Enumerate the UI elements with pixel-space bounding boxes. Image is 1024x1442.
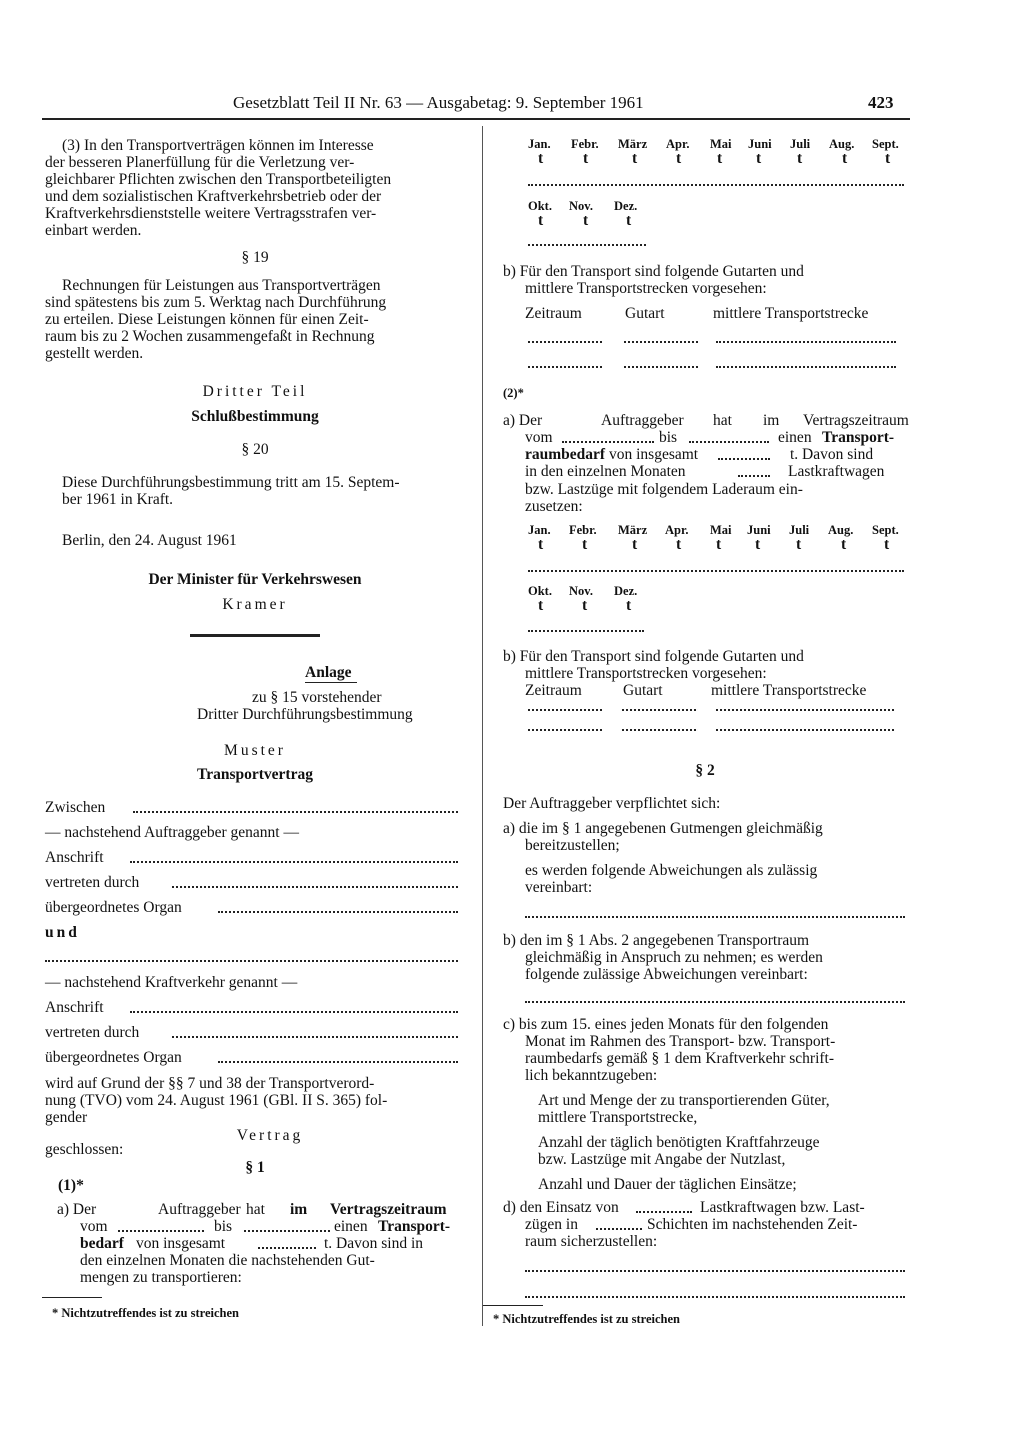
sec2d-lkw-field[interactable] [636, 1211, 692, 1213]
vertrag-heading: Vertrag [236, 1127, 304, 1144]
zeitraum-field[interactable] [528, 729, 602, 731]
footnote: * Nichtzutreffendes ist zu streichen [493, 1312, 681, 1326]
a2-insgesamt-field[interactable] [718, 458, 770, 460]
a2-word: im [763, 412, 780, 429]
auftraggeber-note: — nachstehend Auftraggeber genannt — [45, 824, 299, 841]
a2-einen: einen [778, 429, 812, 446]
sec2c-line: lich bekanntzugeben: [525, 1067, 658, 1084]
unit-t: t [676, 150, 682, 167]
zeitraum-field[interactable] [528, 366, 602, 368]
zwischen-field[interactable] [133, 811, 458, 813]
anlage-underline [305, 682, 357, 683]
sec20-line: Diese Durchführungsbestimmung tritt am 15. Septem- [62, 474, 400, 491]
unit-t: t [583, 150, 589, 167]
month-label: Jan. [528, 523, 551, 537]
sec2b-line: folgende zulässige Abweichungen vereinbart: [525, 966, 808, 983]
month-label: Dez. [614, 584, 638, 598]
sec2c1-line: Art und Menge der zu transportierenden Güter, [538, 1092, 830, 1109]
header-rule [42, 118, 910, 120]
a2-lkw: Lastkraftwagen [788, 463, 885, 480]
gutart-field[interactable] [622, 729, 696, 731]
sec2a2-line: vereinbart: [525, 879, 593, 896]
month-label: Nov. [569, 199, 593, 213]
month-label: Jan. [528, 137, 551, 151]
b2-line: b) Für den Transport sind folgende Gutarten und [503, 648, 804, 665]
sec2-heading: § 2 [695, 762, 715, 779]
a2-monaten: in den einzelnen Monaten [525, 463, 686, 480]
month-label: Apr. [666, 137, 690, 151]
month-label: Juli [789, 523, 810, 537]
anschrift2-label: Anschrift [45, 999, 104, 1016]
a2-line6: zusetzen: [525, 498, 583, 515]
a2-line5: bzw. Lastzüge mit folgendem Laderaum ein- [525, 481, 803, 498]
a2-vom-field[interactable] [562, 441, 654, 443]
col-header: Gutart [623, 682, 663, 699]
sec2a2-line: es werden folgende Abweichungen als zulässig [525, 862, 818, 879]
unit-t: t [884, 536, 890, 553]
unit-t: t [756, 150, 762, 167]
sec2c-line: c) bis zum 15. eines jeden Monats für den folgenden [503, 1016, 829, 1033]
column-divider [482, 126, 483, 1326]
sec2a-abweichungen-field[interactable] [525, 916, 905, 918]
sec2a-line: a) die im § 1 angegebenen Gutmengen gleichmäßig [503, 820, 823, 837]
organ-field[interactable] [218, 911, 458, 913]
sec2d-schichten: Schichten im nachstehenden Zeit- [647, 1216, 858, 1233]
col-header: Zeitraum [525, 305, 582, 322]
footnote-rule [483, 1305, 543, 1306]
und-label: und [45, 924, 80, 941]
unit-t: t [755, 536, 761, 553]
gutart-field[interactable] [622, 709, 696, 711]
month-label: Juni [748, 137, 772, 151]
unit-t: t [796, 536, 802, 553]
sec19-line: gestellt werden. [45, 345, 144, 362]
month-label: Aug. [829, 137, 855, 151]
strecke-field[interactable] [716, 366, 896, 368]
unit-t: t [538, 536, 544, 553]
sec19-heading: § 19 [241, 249, 269, 266]
month-label: Mai [710, 137, 732, 151]
sec2c-line: raumbedarfs gemäß § 1 dem Kraftverkehr schrift- [525, 1050, 835, 1067]
sec1a-word: im [290, 1201, 308, 1218]
part3-heading: Dritter Teil [202, 383, 308, 400]
unit-t: t [716, 536, 722, 553]
page-number: 423 [868, 93, 894, 112]
sec2c-line: Monat im Rahmen des Transport- bzw. Transport- [525, 1033, 836, 1050]
unit-t: t [582, 536, 588, 553]
muster-heading: Muster [224, 742, 286, 759]
unit-t: t [582, 597, 588, 614]
month-label: März [618, 523, 648, 537]
a2-vom: vom [525, 429, 553, 446]
sec20-heading: § 20 [241, 441, 269, 458]
minister-name: Kramer [222, 596, 288, 613]
anschrift-field[interactable] [130, 861, 458, 863]
month-label: Aug. [828, 523, 854, 537]
month-values-1b-field[interactable] [528, 244, 646, 246]
date-line: Berlin, den 24. August 1961 [62, 532, 237, 549]
minister-title: Der Minister für Verkehrswesen [148, 571, 362, 588]
sec1-number: (1)* [58, 1177, 84, 1194]
signature-rule [190, 634, 320, 637]
zwischen-label: Zwischen [45, 799, 106, 816]
part3-subheading: Schlußbestimmung [191, 408, 319, 425]
b1-line: mittlere Transportstrecken vorgesehen: [525, 280, 767, 297]
unit-t: t [841, 536, 847, 553]
col-header: Gutart [625, 305, 665, 322]
sec2c2-line: bzw. Lastzüge mit Angabe der Nutzlast, [538, 1151, 786, 1168]
sec19-line: sind spätestens bis zum 5. Werktag nach Durchführung [45, 294, 387, 311]
a2-transport: Transport- [822, 429, 895, 446]
unit-t: t [632, 150, 638, 167]
unit-t: t [842, 150, 848, 167]
month-label: Nov. [569, 584, 593, 598]
para3-line: Kraftverkehrsdienststelle weitere Vertragsstrafen ver- [45, 205, 377, 222]
anlage-sub: zu § 15 vorstehender [252, 689, 382, 706]
wird-line: wird auf Grund der §§ 7 und 38 der Transportverord- [45, 1075, 375, 1092]
month-label: Apr. [665, 523, 689, 537]
month-label: Sept. [872, 137, 899, 151]
sec1a-line4: den einzelnen Monaten die nachstehenden Gut- [80, 1252, 375, 1269]
sec1a-word: Auftraggeber [158, 1201, 241, 1218]
sec2b-abweichungen-field[interactable] [525, 1001, 905, 1003]
sec1a-vom-field[interactable] [118, 1230, 204, 1232]
sec1a-line5: mengen zu transportieren: [80, 1269, 242, 1286]
a2-raumbedarf: raumbedarf [525, 446, 606, 463]
sec2d-zeitraum-field[interactable] [525, 1296, 905, 1298]
sec1a-insgesamt-field[interactable] [258, 1247, 316, 1249]
b1-line: b) Für den Transport sind folgende Gutarten und [503, 263, 804, 280]
wird-line: gender [45, 1109, 88, 1126]
sec1a-bis: bis [214, 1218, 233, 1235]
sec19-line: zu erteilen. Diese Leistungen können für einen Zeit- [45, 311, 369, 328]
gutart-field[interactable] [624, 366, 698, 368]
sec2a-line: bereitzustellen; [525, 837, 620, 854]
sec2b-line: b) den im § 1 Abs. 2 angegebenen Transportraum [503, 932, 810, 949]
month-label: Juni [747, 523, 771, 537]
anschrift-label: Anschrift [45, 849, 104, 866]
transportvertrag-heading: Transportvertrag [197, 766, 313, 783]
month-values-1-field[interactable] [528, 184, 904, 186]
party2-field[interactable] [45, 960, 458, 962]
month-label: Febr. [569, 523, 597, 537]
organ2-field[interactable] [218, 1061, 458, 1063]
anschrift2-field[interactable] [130, 1011, 458, 1013]
vertreten2-label: vertreten durch [45, 1024, 140, 1041]
gutart-field[interactable] [624, 341, 698, 343]
a2-word: hat [713, 412, 732, 429]
running-header: Gesetzblatt Teil II Nr. 63 — Ausgabetag: 9. September 1961 [233, 93, 644, 112]
sec1a-word: a) Der [57, 1201, 97, 1218]
a2-word: Auftraggeber [601, 412, 684, 429]
sec1-num2: (2)* [503, 386, 524, 400]
sec1a-vom: vom [80, 1218, 108, 1235]
vertreten2-field[interactable] [172, 1036, 458, 1038]
organ2-label: übergeordnetes Organ [45, 1049, 182, 1066]
para3-line: (3) In den Transportverträgen können im Interesse [62, 137, 374, 154]
strecke-field[interactable] [716, 709, 894, 711]
zeitraum-field[interactable] [528, 709, 602, 711]
a2-lkw-count-field[interactable] [738, 475, 770, 477]
unit-t: t [885, 150, 891, 167]
col-header: Zeitraum [525, 682, 582, 699]
sec2d-einsatz: d) den Einsatz von [503, 1199, 619, 1216]
unit-t: t [538, 150, 544, 167]
sec1a-einen: einen [334, 1218, 368, 1235]
sec2b-line: gleichmäßig in Anspruch zu nehmen; es werden [525, 949, 823, 966]
sec2d-zuegen: zügen in [525, 1216, 578, 1233]
sec2d-line3: raum sicherzustellen: [525, 1233, 658, 1250]
month-label: Dez. [614, 199, 638, 213]
unit-t: t [676, 536, 682, 553]
month-label: Okt. [528, 584, 552, 598]
a2-word: Vertragszeitraum [803, 412, 909, 429]
col-header: mittlere Transportstrecke [713, 305, 869, 322]
sec19-line: Rechnungen für Leistungen aus Transportverträgen [62, 277, 381, 294]
sec1a-transport: Transport- [378, 1218, 451, 1235]
b2-line: mittlere Transportstrecken vorgesehen: [525, 665, 767, 682]
footnote: * Nichtzutreffendes ist zu streichen [52, 1306, 240, 1320]
para3-line: einbart werden. [45, 222, 142, 239]
sec2c3-line: Anzahl und Dauer der täglichen Einsätze; [538, 1176, 797, 1193]
anlage-sub: Dritter Durchführungsbestimmung [197, 706, 413, 723]
sec1a-word: hat [246, 1201, 265, 1218]
organ-label: übergeordnetes Organ [45, 899, 182, 916]
strecke-field[interactable] [716, 341, 896, 343]
sec1a-bis-field[interactable] [244, 1230, 330, 1232]
unit-t: t [583, 212, 589, 229]
footnote-rule [42, 1297, 102, 1298]
para3-line: gleichbarer Pflichten zwischen den Transportbeteiligten [45, 171, 392, 188]
a2-word: a) Der [503, 412, 543, 429]
kraftverkehr-note: — nachstehend Kraftverkehr genannt — [45, 974, 298, 991]
a2-bis-field[interactable] [689, 441, 769, 443]
sec2c2-line: Anzahl der täglich benötigten Kraftfahrzeuge [538, 1134, 820, 1151]
a2-insgesamt: von insgesamt [609, 446, 699, 463]
sec2c1-line: mittlere Transportstrecke, [538, 1109, 698, 1126]
month-label: Juli [790, 137, 811, 151]
month-label: März [618, 137, 648, 151]
sec1a-insgesamt: von insgesamt [136, 1235, 226, 1252]
unit-t: t [626, 597, 632, 614]
sec2d-lkw: Lastkraftwagen bzw. Last- [700, 1199, 865, 1216]
sec20-line: ber 1961 in Kraft. [62, 491, 174, 508]
month-label: Mai [710, 523, 732, 537]
month-values-2-field[interactable] [528, 570, 904, 572]
zeitraum-field[interactable] [528, 341, 602, 343]
sec1a-word: Vertragszeitraum [330, 1201, 447, 1218]
sec2-intro: Der Auftraggeber verpflichtet sich: [503, 795, 721, 812]
unit-t: t [626, 212, 632, 229]
sec2d-zeitraum-field[interactable] [525, 1270, 905, 1272]
strecke-field[interactable] [716, 729, 894, 731]
sec1a-davon: t. Davon sind in [324, 1235, 424, 1252]
unit-t: t [717, 150, 723, 167]
month-label: Febr. [571, 137, 599, 151]
unit-t: t [538, 212, 544, 229]
anlage-heading: Anlage [305, 664, 352, 681]
para3-line: der besseren Planerfüllung für die Verletzung ver- [45, 154, 355, 171]
sec19-line: raum bis zu 2 Wochen zusammengefaßt in Rechnung [45, 328, 375, 345]
wird-line: nung (TVO) vom 24. August 1961 (GBl. II S. 365) fol- [45, 1092, 388, 1109]
month-label: Sept. [872, 523, 899, 537]
month-values-2b-field[interactable] [528, 630, 644, 632]
vertreten-field[interactable] [172, 886, 458, 888]
sec1-heading: § 1 [245, 1159, 265, 1176]
sec2d-schichten-field[interactable] [596, 1228, 642, 1230]
month-label: Okt. [528, 199, 552, 213]
geschlossen-label: geschlossen: [45, 1141, 124, 1158]
vertreten-label: vertreten durch [45, 874, 140, 891]
para3-line: und dem sozialistischen Kraftverkehrsbetrieb oder der [45, 188, 382, 205]
col-header: mittlere Transportstrecke [711, 682, 867, 699]
sec1a-bedarf: bedarf [80, 1235, 124, 1252]
unit-t: t [797, 150, 803, 167]
unit-t: t [632, 536, 638, 553]
a2-davon: t. Davon sind [790, 446, 874, 463]
a2-bis: bis [659, 429, 678, 446]
unit-t: t [538, 597, 544, 614]
